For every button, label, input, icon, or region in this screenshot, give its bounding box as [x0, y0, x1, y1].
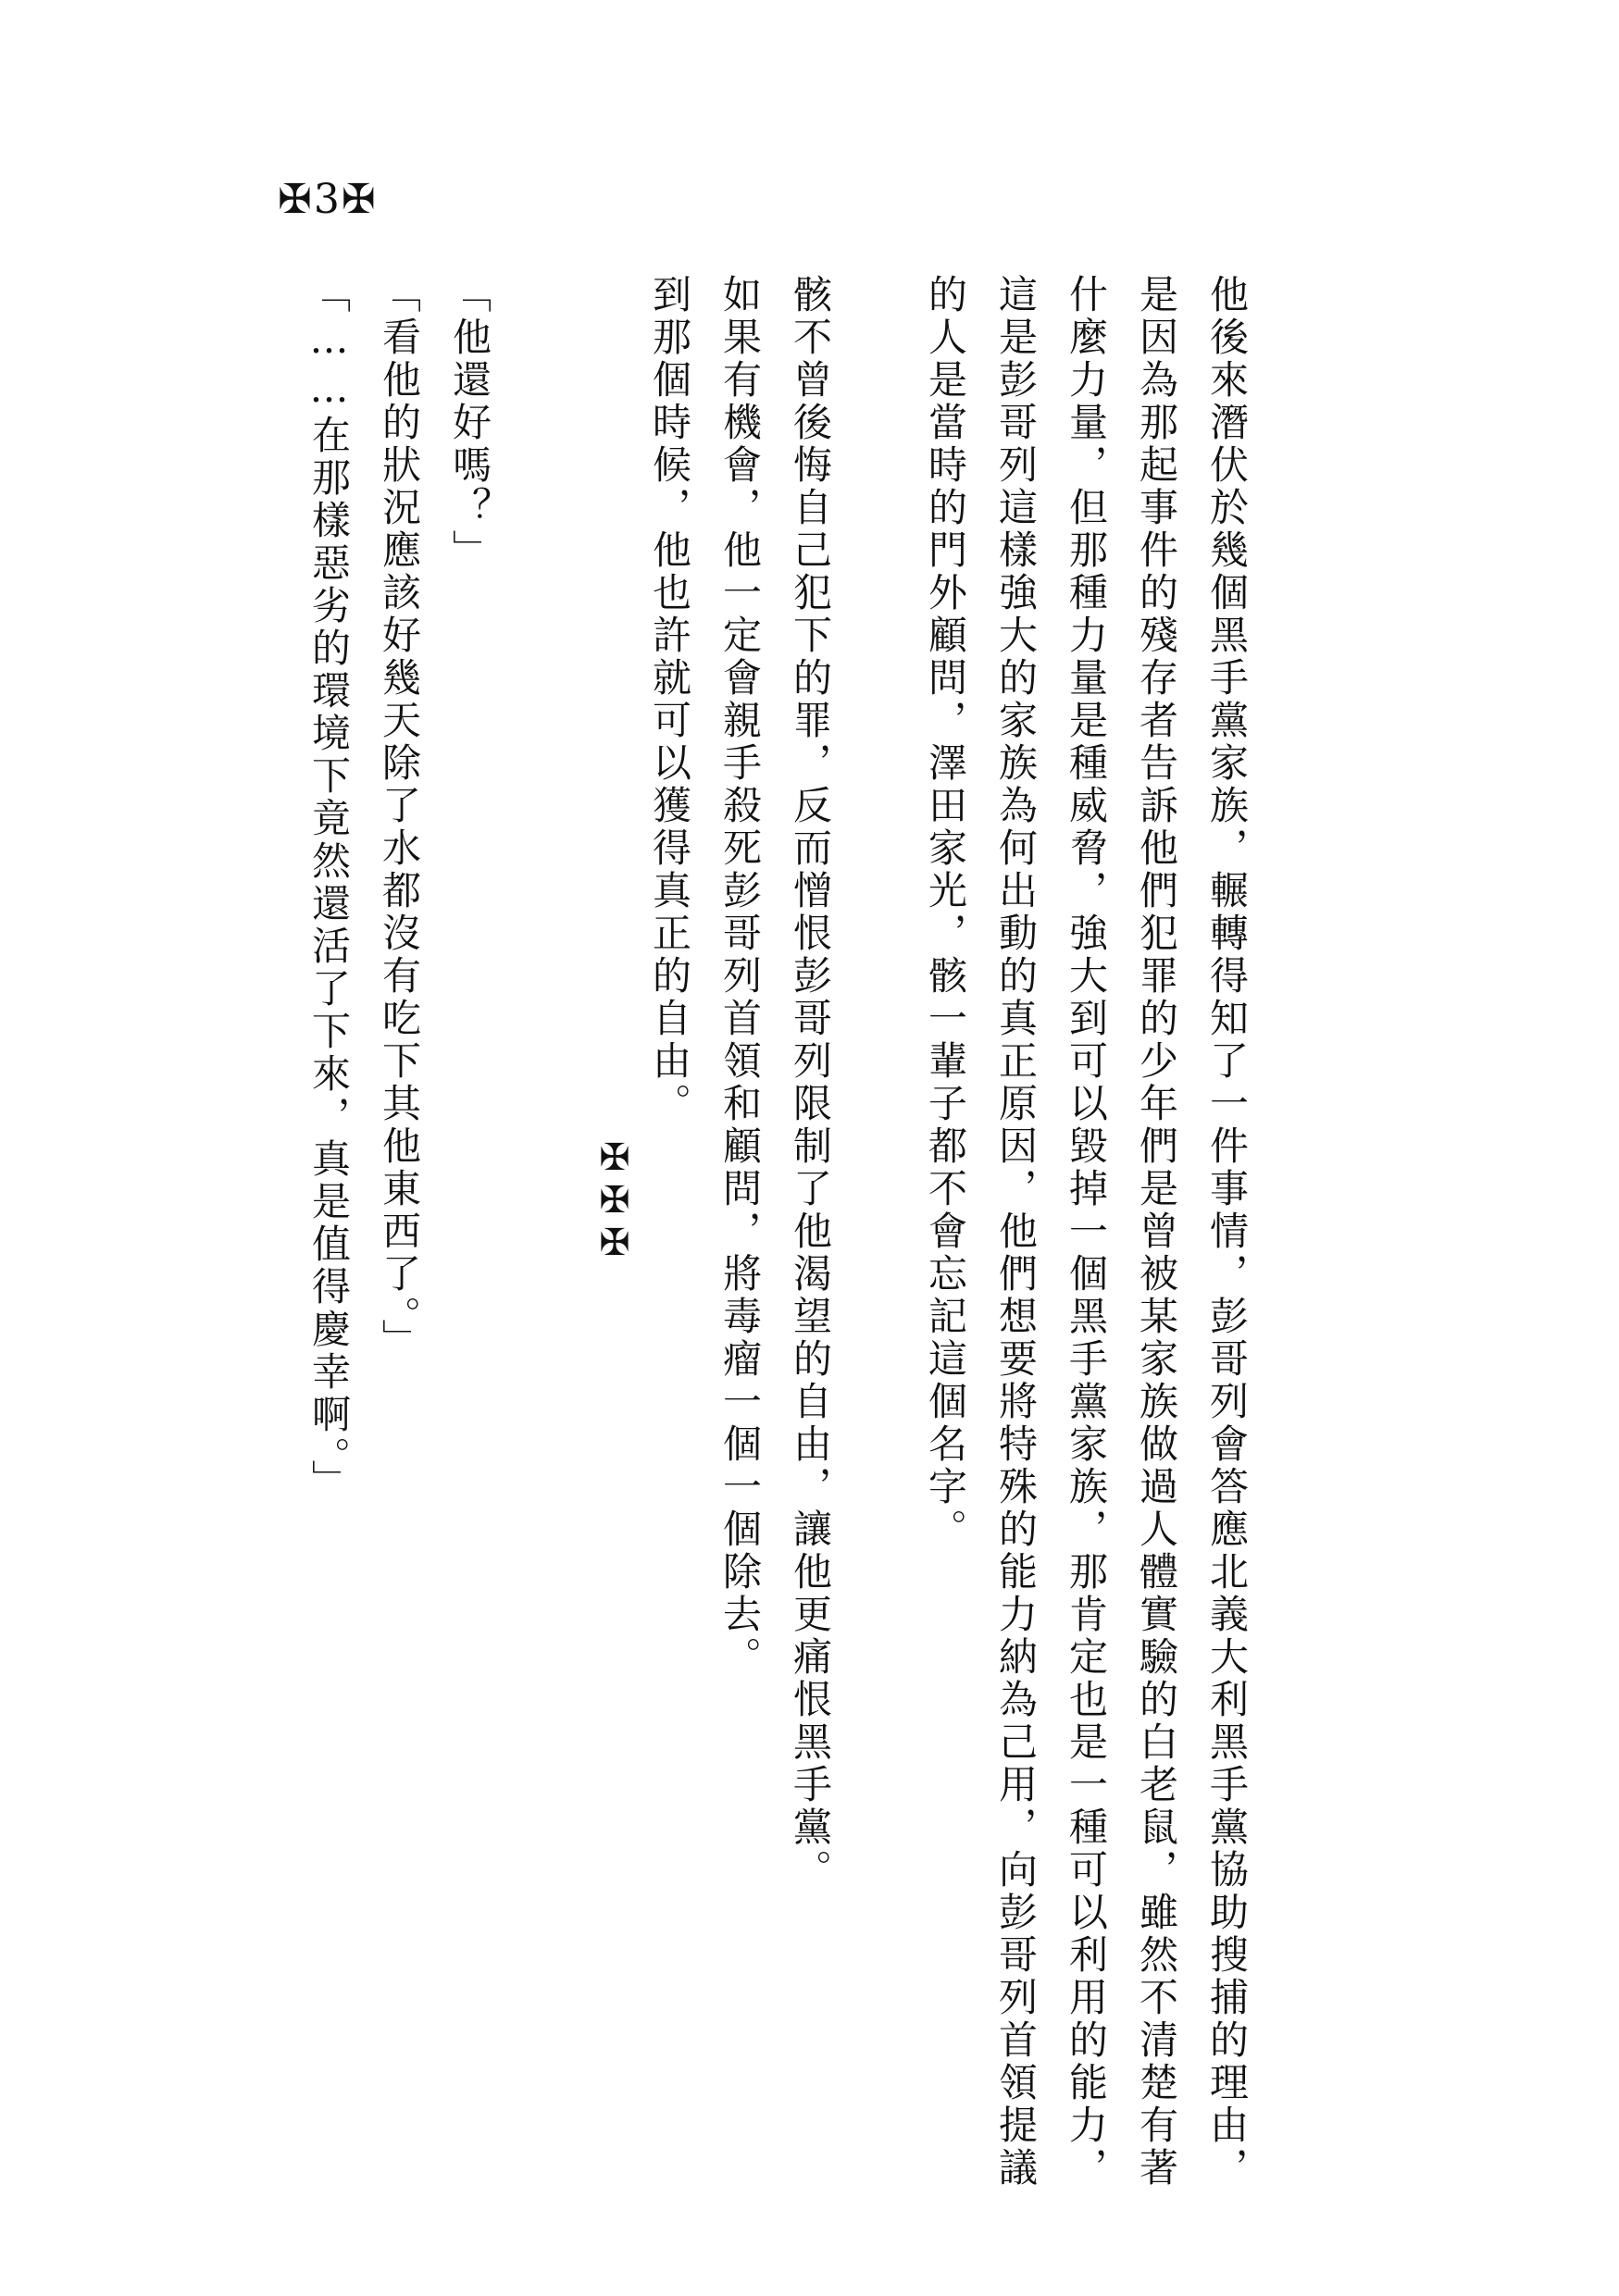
text-column: 到那個時候，他也許就可以獲得真正的自由。 [647, 274, 692, 1125]
dialogue-line: 「……在那樣惡劣的環境下竟然還活了下來，真是值得慶幸啊。」 [306, 274, 352, 1502]
paragraph-2 [634, 274, 845, 1892]
scene-break-ornament: ✠✠✠ [593, 1136, 636, 1264]
text-column: 的人是當時的門外顧問，澤田家光，骸一輩子都不會忘記這個名字。 [923, 274, 968, 1551]
chapter-heading: ✠3✠ [278, 176, 378, 223]
text-column: 骸不曾後悔自己犯下的罪，反而憎恨彭哥列限制了他渴望的自由，讓他更痛恨黑手黨。 [788, 274, 833, 1892]
text-column: 他後來潛伏於幾個黑手黨家族，輾轉得知了一件事情，彭哥列會答應北義大利黑手黨協助搜捕的理由， [1204, 274, 1250, 2190]
text-column: 如果有機會，他一定會親手殺死彭哥列首領和顧問，將毒瘤一個一個除去。 [717, 274, 763, 1679]
dialogue-line: 「看他的狀況應該好幾天除了水都沒有吃下其他東西了。」 [377, 274, 422, 1361]
paragraph-1 [910, 274, 1262, 2190]
dialogue-line: 「他還好嗎？」 [447, 274, 492, 572]
paragraph-3-dialogue [293, 274, 504, 1588]
text-column: 什麼力量，但那種力量是種威脅，強大到可以毀掉一個黑手黨家族，那肯定也是一種可以利用的能力， [1064, 274, 1109, 2190]
paragraph-spacer [845, 274, 910, 1588]
body-text [293, 274, 1262, 2190]
text-column: 是因為那起事件的殘存者告訴他們犯罪的少年們是曾被某家族做過人體實驗的白老鼠，雖然不清楚有著 [1134, 274, 1179, 2190]
scene-spacer [504, 274, 634, 1588]
text-column: 這是彭哥列這樣強大的家族為何出動的真正原因，他們想要將特殊的能力納為己用，向彭哥列首領提議 [993, 274, 1039, 2190]
